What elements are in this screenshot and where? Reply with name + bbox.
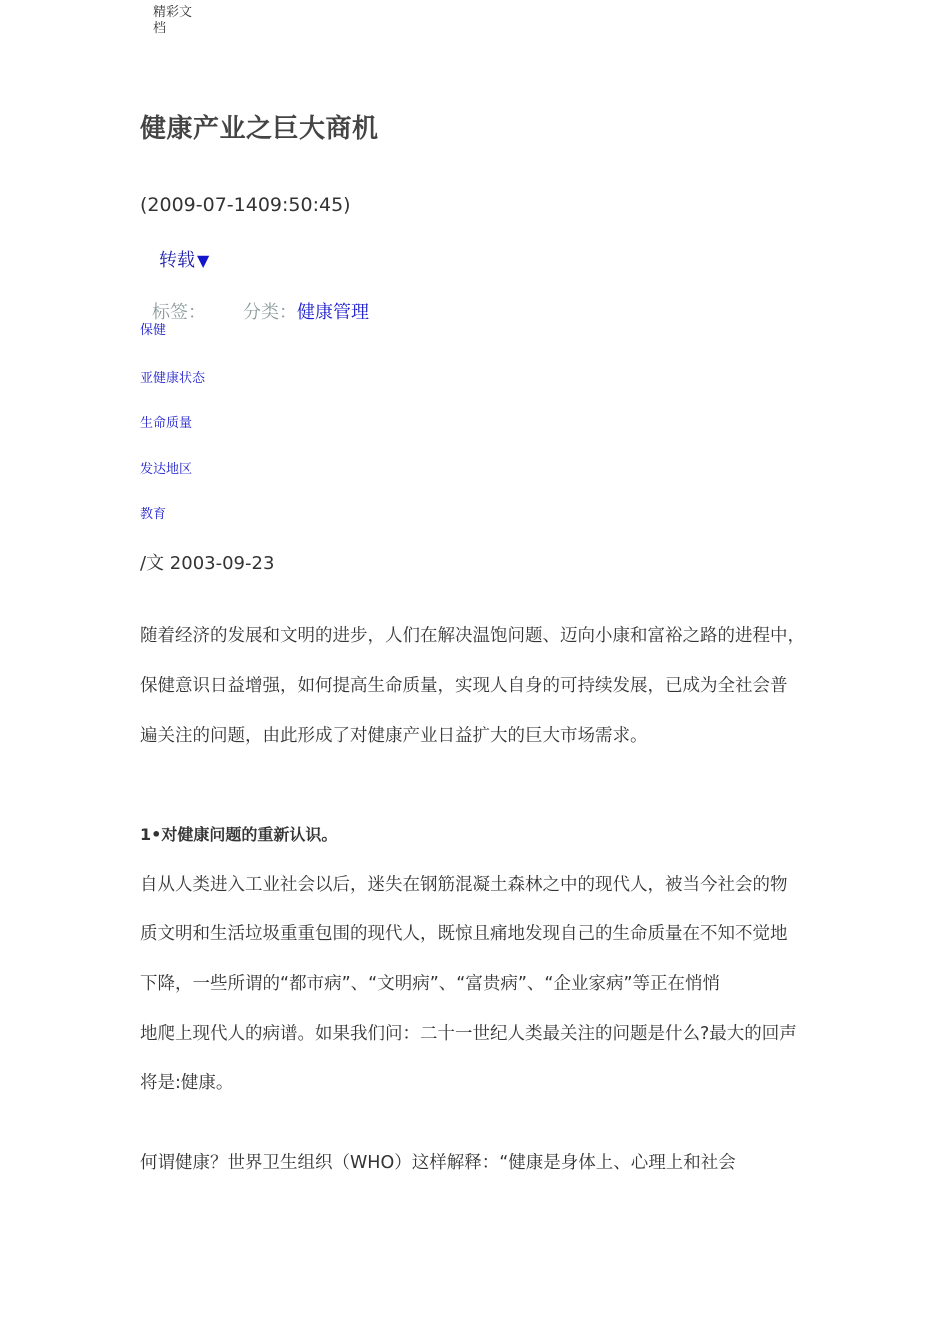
- tags-label: 标签：: [152, 302, 206, 323]
- category-link[interactable]: 健康管理: [297, 302, 369, 323]
- paragraph-line: 下降，一些所谓的“都市病”、“文明病”、“富贵病”、“企业家病”等正在悄悄: [140, 974, 721, 994]
- paragraph-line: 何谓健康？世界卫生组织（WHO）这样解释：“健康是身体上、心理上和社会: [140, 1153, 736, 1173]
- paragraph-line: 保健意识日益增强，如何提高生命质量，实现人自身的可持续发展，已成为全社会普: [140, 676, 788, 696]
- tag-link[interactable]: 生命质量: [140, 416, 193, 431]
- paragraph-line: 自从人类进入工业社会以后，迷失在钢筋混凝土森林之中的现代人，被当今社会的物: [140, 875, 788, 895]
- repost-label: 转载: [159, 250, 195, 271]
- section-heading: 1•对健康问题的重新认识。: [140, 825, 338, 844]
- article-date: (2009-07-1409:50:45): [140, 194, 351, 216]
- byline: /文 2003-09-23: [140, 553, 275, 574]
- repost-button[interactable]: [159, 246, 209, 272]
- tag-link[interactable]: 亚健康状态: [140, 371, 206, 386]
- tag-link[interactable]: 教育: [140, 507, 167, 522]
- article-title: 健康产业之巨大商机: [140, 114, 379, 144]
- paragraph-line: 地爬上现代人的病谱。如果我们问：二十一世纪人类最关注的问题是什么?最大的回声: [140, 1024, 797, 1044]
- category-label: 分类：: [243, 302, 297, 323]
- header-note: 精彩文档: [153, 5, 193, 36]
- dropdown-arrow-icon: ▼: [197, 251, 210, 270]
- paragraph-line: 遍关注的问题，由此形成了对健康产业日益扩大的巨大市场需求。: [140, 726, 648, 746]
- paragraph-line: 随着经济的发展和文明的进步，人们在解决温饱问题、迈向小康和富裕之路的进程中，: [140, 626, 805, 646]
- tag-link[interactable]: 保健: [140, 323, 167, 338]
- tag-link[interactable]: 发达地区: [140, 462, 193, 477]
- paragraph-line: 质文明和生活垃圾重重包围的现代人，既惊且痛地发现自己的生命质量在不知不觉地: [140, 924, 788, 944]
- paragraph-line: 将是:健康。: [140, 1073, 234, 1093]
